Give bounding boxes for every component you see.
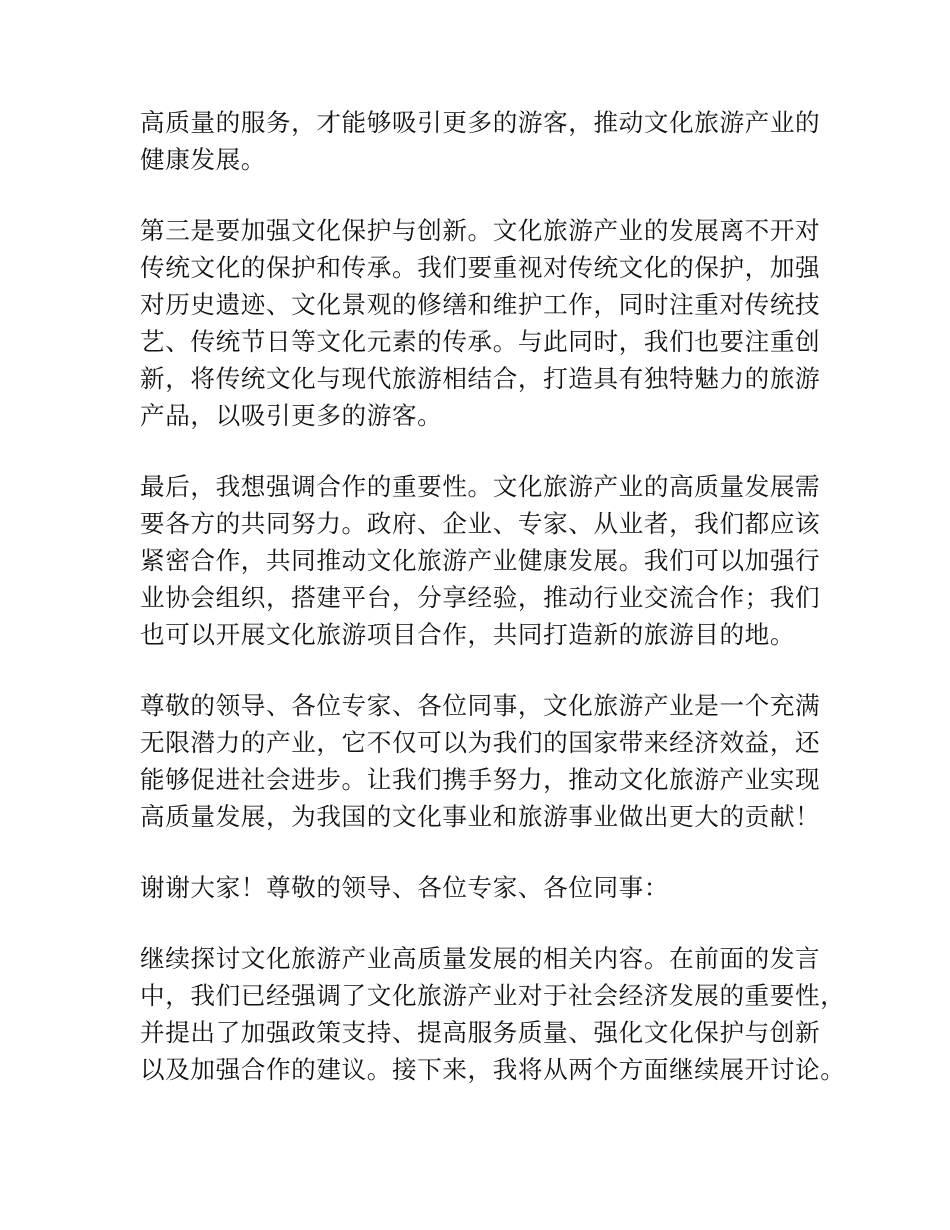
- text-line: 也可以开展文化旅游项目合作，共同打造新的旅游目的地。: [140, 620, 796, 649]
- paragraph-service-quality: [140, 104, 840, 178]
- text-line: 紧密合作，共同推动文化旅游产业健康发展。我们可以加强行: [140, 546, 821, 575]
- text-line: 继续探讨文化旅游产业高质量发展的相关内容。在前面的发言: [140, 944, 821, 973]
- text-line: 业协会组织，搭建平台，分享经验，推动行业交流合作；我们: [140, 583, 821, 612]
- text-line: 高质量的服务，才能够吸引更多的游客，推动文化旅游产业的: [140, 108, 821, 137]
- text-line: 中，我们已经强调了文化旅游产业对于社会经济发展的重要性，: [140, 981, 846, 1010]
- paragraph-cooperation: [140, 468, 840, 653]
- text-line: 尊敬的领导、各位专家、各位同事，文化旅游产业是一个充满: [140, 691, 821, 720]
- document-body: [140, 104, 846, 1122]
- text-line: 以及加强合作的建议。接下来，我将从两个方面继续展开讨论。: [140, 1055, 846, 1084]
- text-line: 无限潜力的产业，它不仅可以为我们的国家带来经济效益，还: [140, 728, 821, 757]
- text-line: 艺、传统节日等文化元素的传承。与此同时，我们也要注重创: [140, 327, 821, 356]
- text-line: 第三是要加强文化保护与创新。文化旅游产业的发展离不开对: [140, 216, 821, 245]
- text-line: 并提出了加强政策支持、提高服务质量、强化文化保护与创新: [140, 1018, 821, 1047]
- text-line: 能够促进社会进步。让我们携手努力，推动文化旅游产业实现: [140, 765, 821, 794]
- text-line: 健康发展。: [140, 145, 266, 174]
- paragraph-conclusion: [140, 687, 840, 835]
- text-line: 对历史遗迹、文化景观的修缮和维护工作，同时注重对传统技: [140, 290, 821, 319]
- paragraph-continuation: [140, 940, 846, 1088]
- paragraph-cultural-protection: [140, 212, 840, 434]
- text-line: 高质量发展，为我国的文化事业和旅游事业做出更大的贡献！: [140, 802, 821, 831]
- text-line: 新，将传统文化与现代旅游相结合，打造具有独特魅力的旅游: [140, 364, 821, 393]
- paragraph-thanks: [140, 869, 840, 906]
- text-line: 谢谢大家！尊敬的领导、各位专家、各位同事：: [140, 873, 670, 902]
- text-line: 产品，以吸引更多的游客。: [140, 401, 443, 430]
- text-line: 要各方的共同努力。政府、企业、专家、从业者，我们都应该: [140, 509, 821, 538]
- text-line: 传统文化的保护和传承。我们要重视对传统文化的保护，加强: [140, 253, 821, 282]
- text-line: 最后，我想强调合作的重要性。文化旅游产业的高质量发展需: [140, 472, 821, 501]
